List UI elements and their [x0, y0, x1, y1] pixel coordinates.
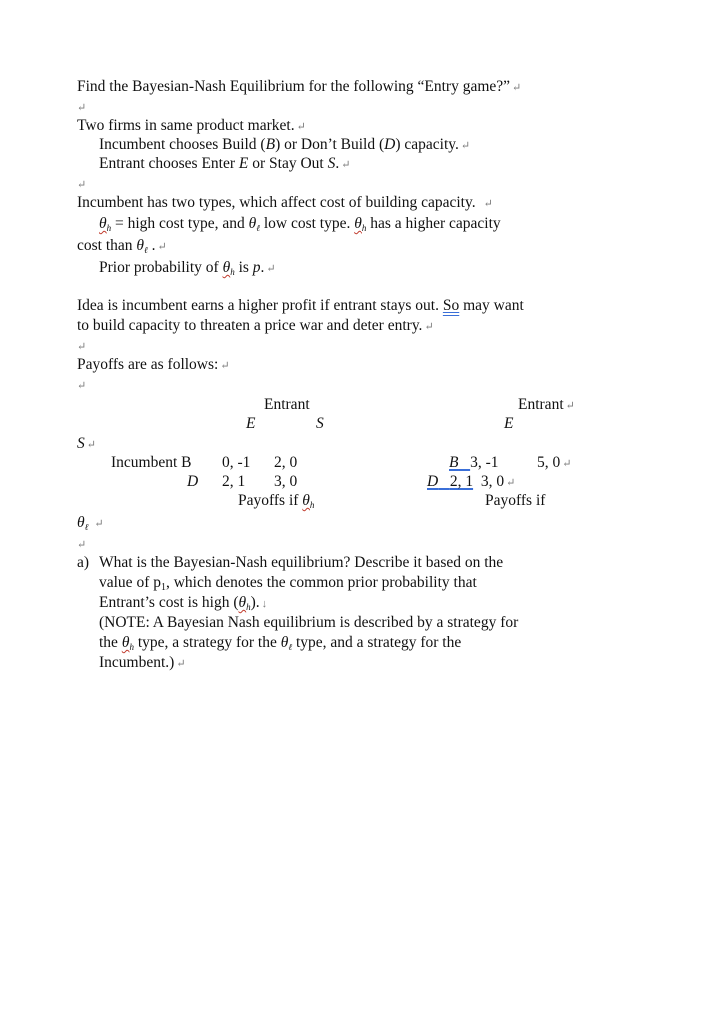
right-cell-b-s: 5, 0 [537, 454, 561, 471]
theta-h-symbol: θh [302, 492, 315, 510]
text: . [335, 155, 340, 172]
text: Entrant chooses Enter [99, 155, 239, 172]
intro-line-3 [99, 155, 350, 174]
text: . [260, 259, 265, 276]
stray-s-label [77, 435, 96, 454]
types-line-2 [99, 215, 501, 234]
intro-line-1 [77, 117, 306, 136]
question-line-5 [99, 634, 461, 653]
paragraph-mark: ↵ [176, 658, 186, 670]
document-title [77, 78, 521, 97]
paragraph-mark: ↵ [86, 439, 96, 451]
text: cost than [77, 237, 137, 254]
theta-h-symbol: θh [121, 634, 134, 652]
text: low cost type. [259, 215, 355, 232]
left-col-e-label: E [246, 415, 256, 432]
text: ) capacity. [395, 136, 459, 153]
text: Payoffs are as follows: [77, 356, 219, 373]
left-entrant-label: Entrant [264, 396, 310, 413]
left-col-s-label: S [316, 415, 324, 432]
paragraph-mark: ↵ [266, 263, 276, 275]
text: Idea is incumbent earns a higher profit if entrant stays out. [77, 297, 443, 314]
question-line-6 [99, 654, 186, 673]
question-line-3 [99, 594, 267, 613]
types-line-3 [77, 237, 167, 256]
paragraph-mark: ↵ [512, 82, 522, 94]
text: S [327, 155, 336, 172]
paragraph-mark: ↵ [77, 380, 87, 392]
text: Two firms in same product market. [77, 117, 295, 134]
theta-l-symbol: θℓ [248, 215, 260, 233]
theta-h-symbol: θh [238, 594, 251, 612]
line-break-mark: ↓ [261, 598, 268, 610]
paragraph-mark: ↵ [296, 121, 306, 133]
paragraph-mark: ↵ [94, 518, 104, 530]
text: Incumbent has two types, which affect cost of building capacity. [77, 194, 476, 211]
paragraph-mark: ↵ [77, 341, 87, 353]
idea-line-2 [77, 317, 434, 336]
left-caption [238, 492, 314, 511]
right-entrant-label [518, 396, 575, 415]
theta-l-symbol: θℓ [136, 237, 148, 255]
idea-line-1 [77, 297, 524, 315]
text: S [77, 435, 85, 452]
types-line-1 [77, 194, 493, 213]
left-incumbent-b-label [111, 454, 192, 472]
paragraph-mark: ↵ [77, 179, 87, 191]
right-row-d [427, 473, 515, 492]
paragraph-mark: ↵ [565, 400, 575, 412]
theta-l-symbol: θℓ [280, 634, 293, 652]
stray-theta-l [77, 514, 104, 533]
theta-h-symbol: θh [222, 259, 235, 277]
theta-h-symbol: θh [354, 215, 367, 233]
text: = high cost type, and [111, 215, 249, 232]
text: Incumbent chooses Build ( [99, 136, 266, 153]
text: Payoffs if [238, 492, 303, 509]
intro-line-2 [99, 136, 470, 155]
text: type, and a strategy for the [292, 634, 462, 651]
title-text: Find the Bayesian-Nash Equilibrium for the following “Entry game?” [77, 78, 511, 95]
paragraph-mark: ↵ [341, 159, 351, 171]
right-cell-b-e: 3, -1 [470, 454, 499, 471]
text: Incumbent B [111, 454, 192, 471]
right-caption: Payoffs if [485, 492, 546, 509]
text: ) or Don’t Build ( [275, 136, 385, 153]
paragraph-mark: ↵ [562, 458, 572, 470]
left-row-d-label: D [187, 473, 199, 490]
theta-h-symbol: θh [99, 215, 112, 233]
paragraph-mark: ↵ [220, 360, 230, 372]
text: D [384, 136, 396, 153]
text: has a higher capacity [366, 215, 501, 232]
text: Entrant [518, 396, 564, 413]
right-row-b [449, 454, 499, 472]
text: Prior probability of [99, 259, 223, 276]
question-line-4: (NOTE: A Bayesian Nash equilibrium is described by a strategy for [99, 614, 519, 631]
text: type, a strategy for the [133, 634, 281, 651]
text: Entrant’s cost is high ( [99, 594, 239, 611]
text: the [99, 634, 122, 651]
text: E [238, 155, 249, 172]
subscript: 1 [160, 582, 166, 593]
text: B [265, 136, 276, 153]
right-row-b-underlined: B [449, 454, 459, 471]
right-col-e-label: E [504, 415, 514, 432]
question-line-2 [99, 574, 477, 594]
paragraph-mark: ↵ [483, 198, 493, 210]
right-row-d-underlined: D 2, 1 [427, 473, 474, 490]
left-cell-b-e: 0, -1 [222, 454, 251, 471]
theta-l-symbol: θℓ [77, 514, 89, 532]
paragraph-mark: ↵ [77, 539, 87, 551]
payoffs-heading [77, 356, 230, 375]
right-cell-d-s: 3, 0 [480, 473, 505, 490]
paragraph-mark: ↵ [77, 102, 87, 114]
text: So [442, 297, 460, 314]
text: or Stay Out [248, 155, 328, 172]
text: to build capacity to threaten a price war and deter entry. [77, 317, 423, 334]
right-cell-b-s-wrap [537, 454, 571, 473]
question-line-1: What is the Bayesian-Nash equilibrium? Describe it based on the [99, 554, 504, 571]
paragraph-mark: ↵ [157, 241, 167, 253]
paragraph-mark: ↵ [424, 321, 434, 333]
left-cell-d-s: 3, 0 [274, 473, 298, 490]
text: . [147, 237, 156, 254]
question-label: a) [77, 554, 90, 571]
text: may want [459, 297, 524, 314]
paragraph-mark: ↵ [506, 477, 516, 489]
left-cell-b-s: 2, 0 [274, 454, 298, 471]
text: p [252, 259, 261, 276]
left-cell-d-e: 2, 1 [222, 473, 246, 490]
text: , which denotes the common prior probability that [165, 574, 477, 591]
paragraph-mark: ↵ [460, 140, 471, 152]
text: is [234, 259, 253, 276]
text: value of p [99, 574, 161, 591]
text: Incumbent.) [99, 654, 175, 671]
types-line-4 [99, 259, 276, 278]
text: ). [250, 594, 260, 611]
